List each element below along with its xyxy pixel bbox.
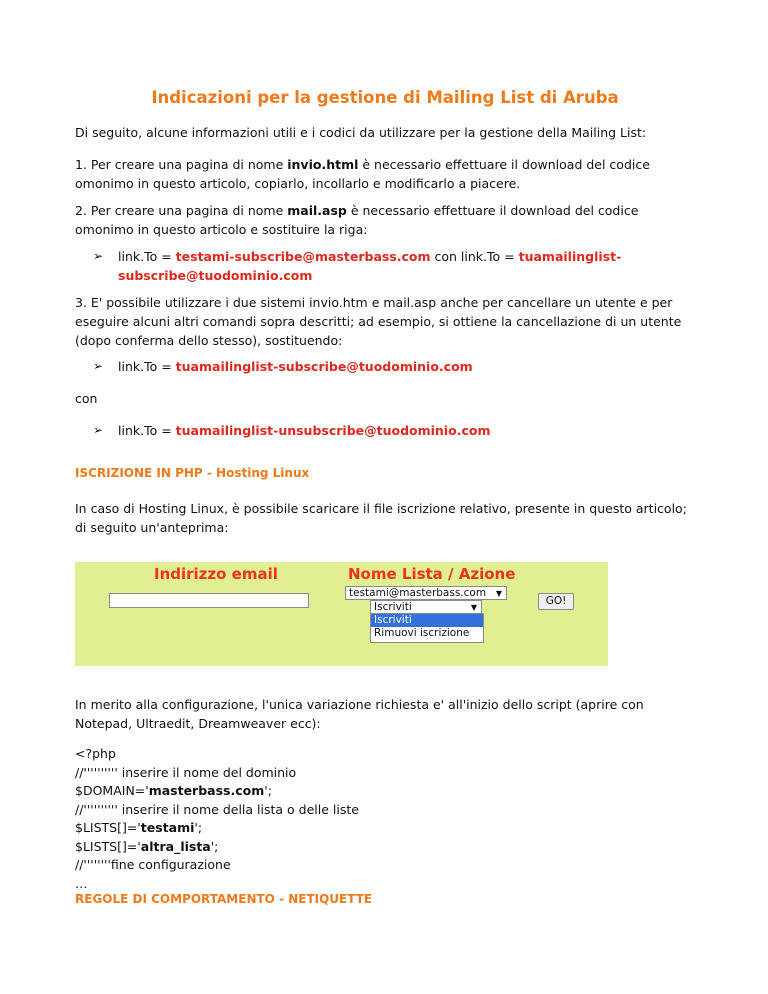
bullet-3-address: tuamailinglist-unsubscribe@tuodominio.com	[175, 423, 491, 438]
go-button[interactable]: GO!	[538, 593, 574, 610]
code-fragment: ';	[264, 783, 272, 798]
php-code-block	[75, 745, 359, 893]
bullet-2-pre: link.To =	[118, 359, 176, 374]
email-label: Indirizzo email	[154, 565, 278, 583]
list-action-label: Nome Lista / Azione	[348, 565, 516, 583]
action-select-value: Iscriviti	[374, 601, 412, 613]
point-1-paragraph	[75, 155, 700, 193]
bullet-1-address-new: tuamailinglist-subscribe@tuodominio.com	[118, 249, 622, 283]
list-select[interactable]	[345, 586, 507, 600]
code-line: //'''''''''' inserire il nome del dominio	[75, 764, 297, 780]
action-dropdown-list	[370, 613, 484, 643]
page-title: Indicazioni per la gestione di Mailing List di Aruba	[151, 88, 619, 107]
code-list-value: testami	[140, 820, 195, 835]
bullet-2	[93, 357, 693, 376]
php-heading: ISCRIZIONE IN PHP - Hosting Linux	[75, 466, 310, 480]
code-line: <?php	[75, 746, 116, 761]
intro-text: Di seguito, alcune informazioni utili e i codici da utilizzare per la gestione della Mailing List:	[75, 125, 647, 140]
rules-heading: REGOLE DI COMPORTAMENTO - NETIQUETTE	[75, 892, 373, 906]
code-list-value: altra_lista	[140, 838, 211, 854]
dropdown-arrow-icon: ▼	[470, 603, 477, 612]
config-paragraph: In merito alla configurazione, l'unica variazione richiesta e' all'inizio dello script (aprire con Notepad, Ultraedit, Dreamweaver ecc):	[75, 697, 644, 731]
code-line	[75, 838, 359, 857]
point-2-pre: 2. Per creare una pagina di nome	[75, 203, 288, 218]
code-fragment: ';	[210, 838, 219, 854]
point-1-post: è necessario effettuare il download del codice omonimo in questo articolo, copiarlo, incollarlo e modificarlo a piacere.	[75, 157, 650, 191]
code-fragment: $DOMAIN='	[75, 783, 149, 798]
arrow-bullet-icon: ➢	[93, 249, 104, 263]
bullet-3-text	[118, 421, 693, 440]
bullet-1-text	[118, 247, 693, 285]
arrow-bullet-icon: ➢	[93, 359, 104, 373]
code-line	[75, 819, 359, 838]
point-2-filename: mail.asp	[287, 203, 347, 218]
code-line: //''''''''fine configurazione	[75, 857, 231, 872]
code-line	[75, 782, 359, 801]
code-fragment: $LISTS[]='	[75, 838, 141, 854]
action-option-iscriviti[interactable]: Iscriviti	[371, 614, 483, 627]
list-select-value: testami@masterbass.com	[349, 587, 487, 599]
bullet-2-text	[118, 357, 693, 376]
bullet-1	[93, 247, 693, 285]
point-2-post: è necessario effettuare il download del codice omonimo in questo articolo e sostituire la riga:	[75, 203, 639, 237]
point-3-paragraph: 3. E' possibile utilizzare i due sistemi invio.htm e mail.asp anche per cancellare un utente e per eseguire alcuni altri comandi sopra descritti; ad esempio, si ottiene la cancellazione di un utente (dopo conferma dello stesso), sostituendo:	[75, 295, 682, 348]
bullet-1-mid: con link.To =	[430, 249, 519, 264]
bullet-3-pre: link.To =	[118, 423, 176, 438]
code-line: …	[75, 875, 88, 891]
php-paragraph: In caso di Hosting Linux, è possibile scaricare il file iscrizione relativo, presente in questo articolo; di seguito un'anteprima:	[75, 501, 687, 535]
code-fragment: ';	[194, 820, 203, 835]
code-line: //'''''''''' inserire il nome della lista o delle liste	[75, 801, 359, 817]
point-1-filename: invio.html	[287, 157, 359, 172]
intro-paragraph	[75, 123, 700, 142]
code-domain-value: masterbass.com	[148, 783, 265, 798]
bullet-3	[93, 421, 693, 440]
email-input[interactable]	[109, 593, 309, 608]
point-2-paragraph	[75, 201, 700, 239]
bullet-1-address-old: testami-subscribe@masterbass.com	[175, 249, 431, 264]
dropdown-arrow-icon: ▼	[495, 589, 502, 598]
bullet-2-address: tuamailinglist-subscribe@tuodominio.com	[175, 359, 473, 374]
code-fragment: $LISTS[]='	[75, 820, 141, 835]
action-option-rimuovi[interactable]: Rimuovi iscrizione	[374, 627, 470, 639]
con-text: con	[75, 391, 98, 406]
arrow-bullet-icon: ➢	[93, 423, 104, 437]
action-select[interactable]	[370, 600, 482, 614]
point-1-pre: 1. Per creare una pagina di nome	[75, 157, 288, 172]
bullet-1-pre: link.To =	[118, 249, 176, 264]
subscription-form-preview	[75, 562, 608, 666]
